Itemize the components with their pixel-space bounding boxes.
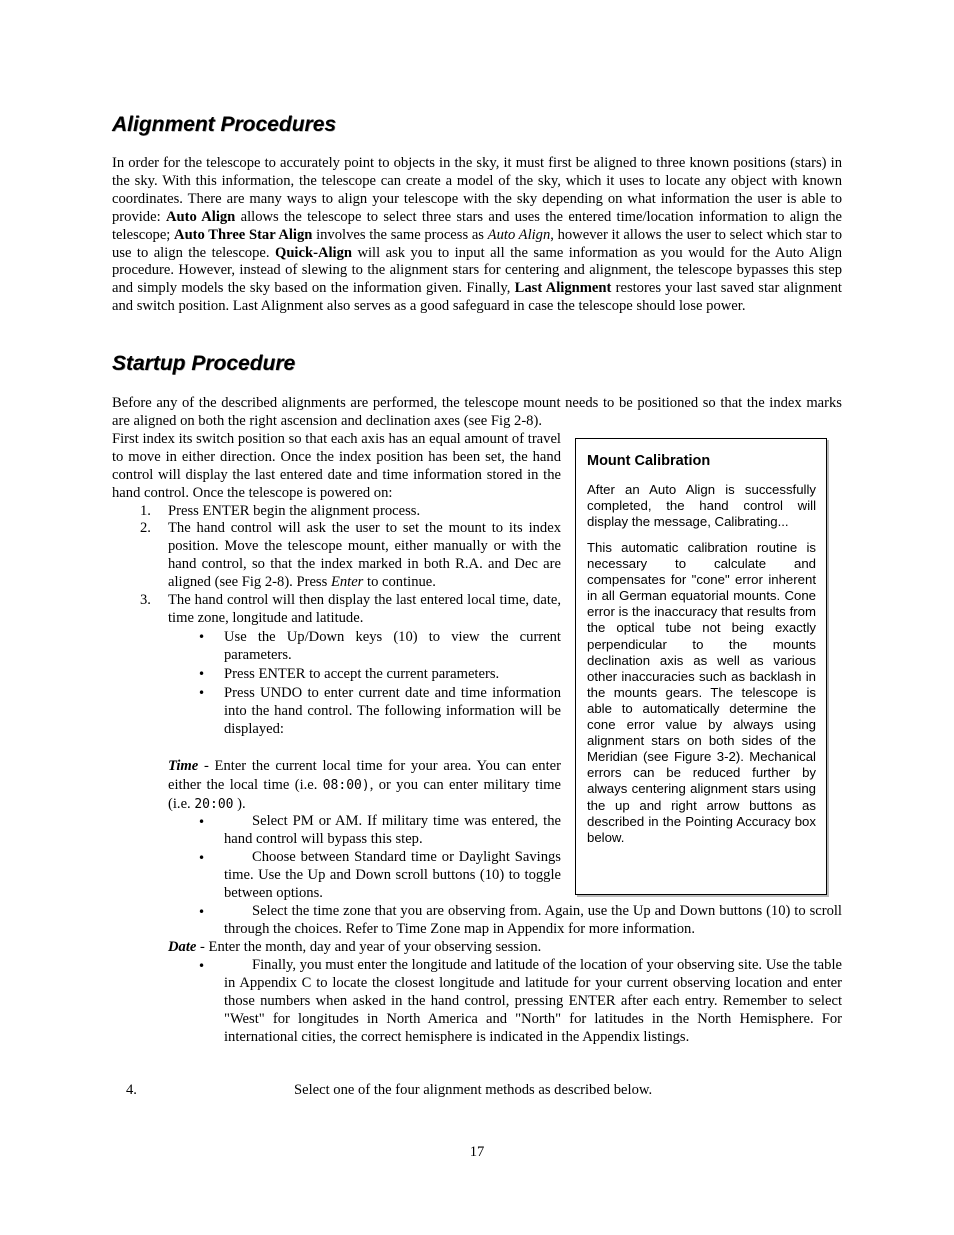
bullet-icon: • [198, 959, 206, 973]
alignment-paragraph [112, 155, 842, 316]
alignment-text-2: allows the telescope to select three stars and uses the entered time/location information to align the telescope; [112, 208, 842, 243]
step-2-text [168, 520, 561, 592]
step-1-text: Press ENTER begin the alignment process. [168, 503, 421, 519]
bullet-accept-parameters: Press ENTER to accept the current parameters. [224, 666, 500, 682]
step-2-number: 2. [140, 520, 151, 536]
date-text: - Enter the month, day and year of your observing session. [196, 939, 542, 955]
bullet-icon: • [198, 905, 206, 919]
heading-startup-procedure: Startup Procedure [112, 352, 296, 375]
step-3-text: The hand control will then display the last entered local time, date, time zone, longitude and latitude. [168, 592, 561, 626]
term-auto-align: Auto Align [165, 208, 236, 225]
bullet-icon: • [198, 630, 206, 644]
heading-alignment-procedures: Alignment Procedures [112, 113, 337, 136]
mount-calibration-title: Mount Calibration [587, 453, 711, 469]
step-4-text: Select one of the four alignment methods as described below. [294, 1082, 653, 1098]
first-index-paragraph: First index its switch position so that each axis has an equal amount of travel to move in either direction. Once the index position has been set, the hand control will display the last entered date and time information stored in the hand control. Once the telescope is powered on: [112, 431, 561, 501]
step-2-enter-word: Enter [330, 573, 364, 590]
alignment-text-5: will ask you to input all the same information as you would for the Auto Align procedure. However, instead of slewing to the alignment stars for centering and alignment, the telescope bypasses this step and simply models the sky based on the information given. Finally, [112, 244, 842, 297]
bullet-longitude-latitude: Finally, you must enter the longitude and latitude of the location of your observing site. Use the table in Appendix C to locate the closest longitude and latitude for your current observing location and enter those numbers when asked in the hand control, pressing ENTER after each entry. Remember to select "West" for longitudes in North America and "North" for latitudes in the North Hemisphere. For international cities, the correct hemisphere is indicated in the Appendix listings. [224, 957, 842, 1045]
bullet-icon: • [198, 686, 206, 700]
step-3-number: 3. [140, 592, 151, 608]
time-label: Time [168, 758, 199, 774]
startup-intro-paragraph: Before any of the described alignments are performed, the telescope mount needs to be positioned so that the index marks are aligned on both the right ascension and declination axes (see Fig 2-8). [112, 395, 842, 429]
bullet-time-zone: Select the time zone that you are observing from. Again, use the Up and Down buttons (10) to scroll through the choices. Refer to Time Zone map in Appendix for more information. [224, 903, 842, 937]
alignment-text-4: , however it allows the user to select which star to use to align the telescope. [112, 226, 842, 261]
time-text-3: ). [233, 796, 246, 812]
mount-calibration-paragraph-1: After an Auto Align is successfully completed, the hand control will display the message, Calibrating... [587, 482, 816, 530]
bullet-press-undo: Press UNDO to enter current date and time information into the hand control. The following information will be displayed: [224, 685, 561, 737]
time-military-value: 20:00 [194, 797, 234, 812]
alignment-text-3: involves the same process as [312, 226, 488, 243]
date-label: Date [168, 939, 197, 955]
mount-calibration-paragraph-2: This automatic calibration routine is necessary to calculate and compensates for "cone" error inherent in all German equatorial mounts. Cone error is the inaccuracy that results from the optical tube not being exactly perpendicular to the mounts declination axis as well as various other inaccuracies such as backlash in the mounts gears. The telescope is able to automatically determine the cone error value by always using alignment stars on both sides of the Meridian (see Figure 3-2). Mechanical errors can be reduced further by always centering alignment stars using the up and right arrow buttons as described in the Pointing Accuracy box below. [587, 540, 816, 845]
bullet-icon: • [198, 815, 206, 829]
alignment-text-6: restores your last saved star alignment and switch position. Last Alignment also serves as a good safeguard in case the telescope should lose power. [112, 280, 842, 315]
time-text-2: , or you can enter military time (i.e. [168, 777, 561, 812]
bullet-icon: • [198, 667, 206, 681]
time-instructions [168, 757, 561, 814]
time-text-1: - Enter the current local time for your area. You can enter either the local time (i.e. [168, 758, 561, 793]
mount-calibration-box [575, 438, 827, 895]
bullet-pm-am: Select PM or AM. If military time was entered, the hand control will bypass this step. [224, 813, 561, 847]
step-1-number: 1. [140, 503, 151, 519]
term-auto-align-italic: Auto Align [487, 226, 551, 243]
bullet-icon: • [198, 851, 206, 865]
term-auto-three-star-align: Auto Three Star Align [174, 226, 313, 243]
page-number: 17 [469, 1144, 485, 1160]
step-2-text-b: to continue. [363, 573, 436, 590]
time-example-value: 08:00) [322, 778, 370, 793]
date-instructions [168, 939, 842, 957]
term-last-alignment: Last Alignment [514, 280, 612, 297]
bullet-standard-daylight: Choose between Standard time or Daylight Savings time. Use the Up and Down scroll buttons (10) to toggle between options. [224, 849, 561, 901]
step-4-number: 4. [126, 1082, 137, 1098]
bullet-view-parameters: Use the Up/Down keys (10) to view the current parameters. [224, 629, 561, 663]
term-quick-align: Quick-Align [274, 244, 353, 261]
alignment-text-1: In order for the telescope to accurately point to objects in the sky, it must first be aligned to three known positions (stars) in the sky. With this information, the telescope can create a model of the sky, which it uses to locate any object with known coordinates. There are many ways to align your telescope with the sky depending on what information the user is able to provide: [112, 155, 842, 225]
step-2-text-a: The hand control will ask the user to set the mount to its index position. Move the telescope mount, either manually or with the hand control, so that the index marked in both R.A. and Dec are aligned (see Fig 2-8). Press [168, 520, 561, 590]
